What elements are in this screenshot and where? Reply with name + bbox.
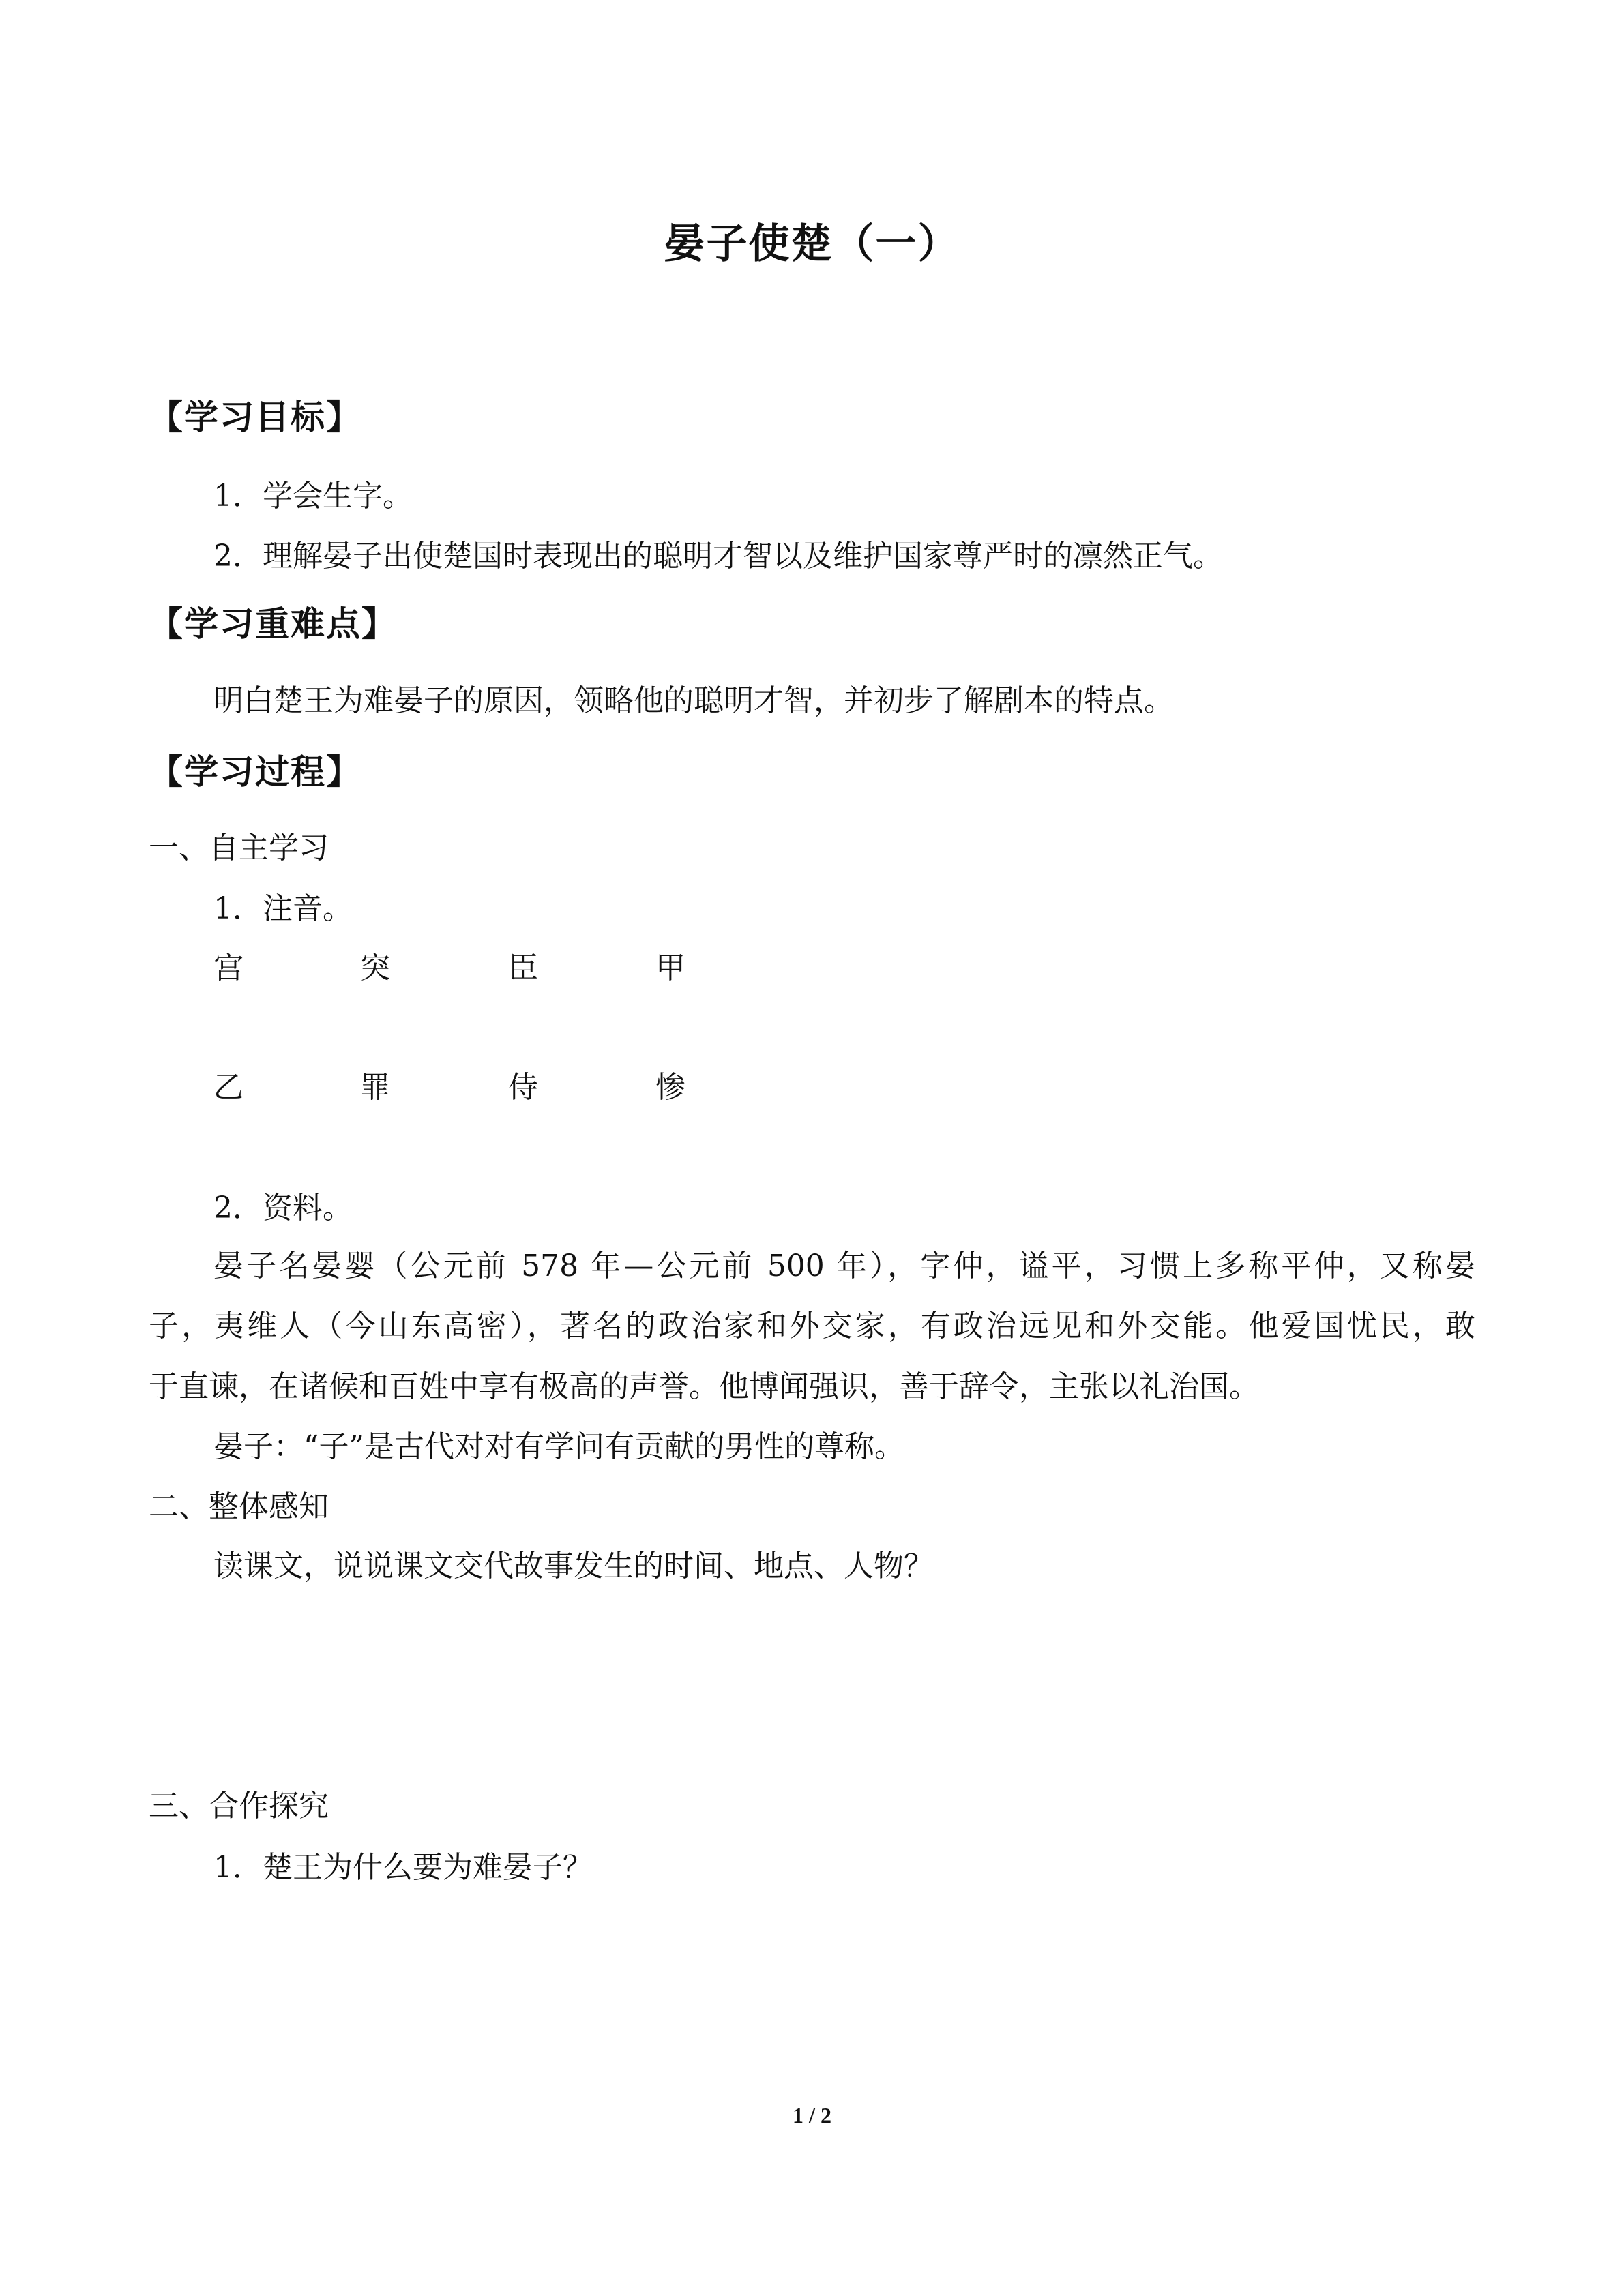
section-title-cooperation: 三、合作探究 <box>149 1789 329 1823</box>
key-points-text: 明白楚王为难晏子的原因，领略他的聪明才智，并初步了解剧本的特点。 <box>213 683 1174 718</box>
material-label: 2．资料。 <box>213 1191 353 1225</box>
pinyin-char: 宫 <box>213 951 243 985</box>
goal-item: 2．理解晏子出使楚国时表现出的聪明才智以及维护国家尊严时的凛然正气。 <box>213 539 1223 573</box>
goals-heading: 【学习目标】 <box>149 398 361 437</box>
pinyin-chars-row <box>213 953 896 987</box>
pinyin-char: 侍 <box>508 1070 538 1105</box>
page-number: 1 / 2 <box>793 2103 831 2128</box>
cooperation-question: 1．楚王为什么要为难晏子？ <box>213 1850 593 1885</box>
material-note: 晏子：“子”是古代对对有学问有贡献的男性的尊称。 <box>213 1429 904 1464</box>
page-title: 晏子使楚（一） <box>664 220 960 268</box>
section-title-self-study: 一、自主学习 <box>149 831 329 865</box>
material-paragraph-line: 子，夷维人（今山东高密），著名的政治家和外交家，有政治远见和外交能。他爱国忧民，敢 <box>149 1309 1475 1343</box>
pinyin-char: 乙 <box>213 1070 243 1105</box>
pinyin-char: 突 <box>360 951 390 985</box>
pinyin-char: 惨 <box>655 1070 685 1105</box>
pinyin-char: 甲 <box>655 951 685 985</box>
key-points-heading: 【学习重难点】 <box>149 604 397 644</box>
overview-question: 读课文，说说课文交代故事发生的时间、地点、人物？ <box>213 1549 934 1583</box>
goal-item: 1．学会生字。 <box>213 479 413 513</box>
pinyin-label: 1．注音。 <box>213 891 353 926</box>
material-paragraph-line: 于直谏，在诸候和百姓中享有极高的声誉。他博闻强识，善于辞令，主张以礼治国。 <box>149 1369 1259 1404</box>
pinyin-char: 臣 <box>508 951 538 985</box>
pinyin-chars-row <box>213 1070 896 1107</box>
process-heading: 【学习过程】 <box>149 752 361 792</box>
material-paragraph-line: 晏子名晏婴（公元前 578 年—公元前 500 年），字仲，谥平，习惯上多称平仲，又称晏 <box>213 1249 1475 1283</box>
section-title-overview: 二、整体感知 <box>149 1489 329 1524</box>
pinyin-char: 罪 <box>360 1070 390 1105</box>
